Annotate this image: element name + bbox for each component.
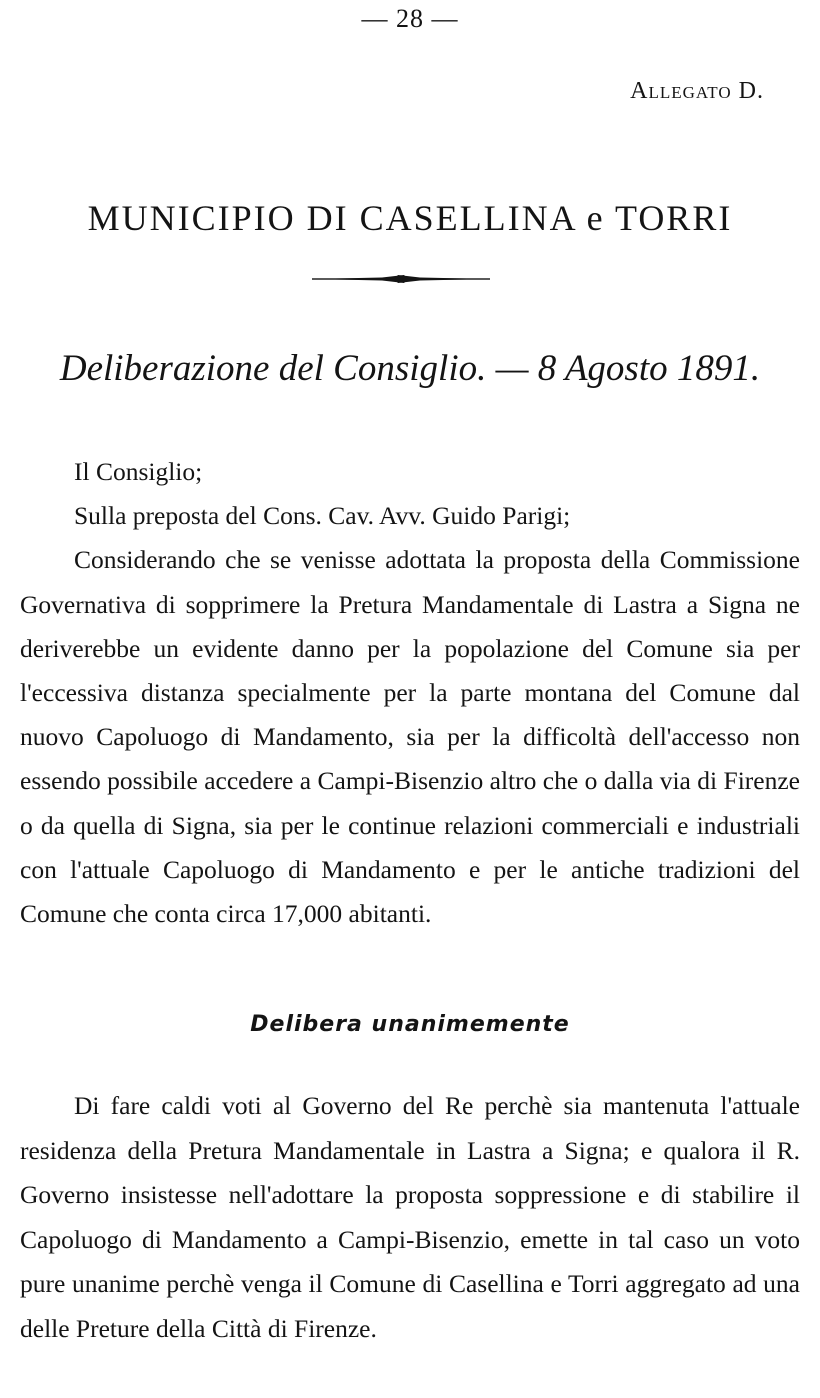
document-title: MUNICIPIO DI CASELLINA e TORRI: [87, 198, 733, 238]
decision-paragraph: Di fare caldi voti al Governo del Re perchè sia mantenuta l'attuale residenza della Pretura Mandamentale in Lastra a Signa; e qualora il R. Governo insistesse nell'adottare la proposta soppressione e di stabilire il Capoluogo di Mandamento a Campi-Bisenzio, emette in tal caso un voto pure unanime perchè venga il Comune di Casellina e Torri aggregato ad una delle Preture della Città di Firenze.: [20, 1091, 800, 1343]
deliberation-subtitle: Deliberazione del Consiglio. — 8 Agosto 1891.: [59, 348, 761, 389]
deliberation-body: [20, 450, 800, 936]
page-number: — 28 —: [361, 4, 459, 33]
body-paragraph-council: Il Consiglio;: [74, 457, 203, 486]
title-ornament-divider: [312, 270, 490, 288]
annex-label: Allegato D.: [630, 78, 764, 104]
decision-body: [20, 1084, 800, 1352]
body-paragraph-considering: Considerando che se venisse adottata la proposta della Commissione Governativa di sopprimere la Pretura Mandamentale di Lastra a Signa ne deriverebbe un evidente danno per la popolazione del Comune sia per l'eccessiva distanza specialmente per la parte montana del Comune dal nuovo Capoluogo di Mandamento, sia per la difficoltà dell'accesso non essendo possibile accedere a Campi-Bisenzio altro che o dalla via di Firenze o da quella di Signa, sia per le continue relazioni commerciali e industriali con l'attuale Capoluogo di Mandamento e per le antiche tradizioni del Comune che conta circa 17,000 abitanti.: [20, 545, 800, 929]
decision-heading: Delibera unanimemente: [250, 1012, 570, 1037]
body-paragraph-proposal: Sulla preposta del Cons. Cav. Avv. Guido Parigi;: [74, 501, 571, 531]
